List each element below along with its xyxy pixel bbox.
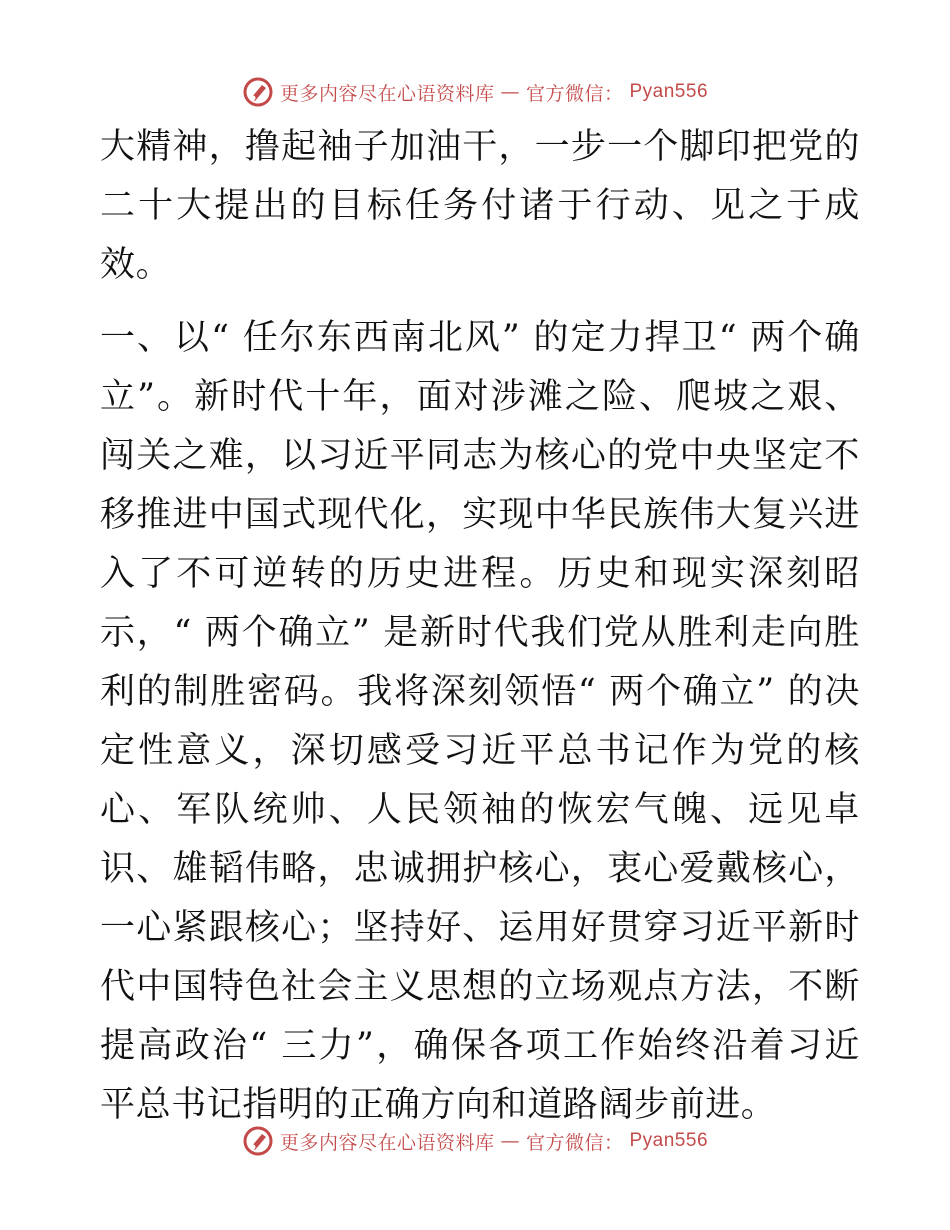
watermark-contact-value: Pyan556 xyxy=(629,81,709,102)
watermark-footer xyxy=(0,1121,950,1161)
paragraph-section-one: 一、以“ 任尔东西南北风” 的定力捍卫“ 两个确立”。新时代十年，面对涉滩之险、爬坡之艰、闯关之难，以习近平同志为核心的党中央坚定不移推进中国式现代化，实现中华民族伟大复兴进入了不可逆转的历史进程。历史和现实深刻昭示，“ 两个确立” 是新时代我们党从胜利走向胜利的制胜密码。我将深刻领悟“ 两个确立” 的决定性意义，深切感受习近平总书记作为党的核心、军队统帅、人民领袖的恢宏气魄、远见卓识、雄韬伟略，忠诚拥护核心，衷心爱戴核心，一心紧跟核心；坚持好、运用好贯穿习近平新时代中国特色社会主义思想的立场观点方法，不断提高政治“ 三力”，确保各项工作始终沿着习近平总书记指明的正确方向和道路阔步前进。 xyxy=(100,318,860,1125)
watermark-separator: — xyxy=(500,1130,520,1152)
watermark-contact-label: 官方微信： xyxy=(525,1131,624,1154)
watermark-header xyxy=(0,72,950,112)
paragraph-continuation: 大精神，撸起袖子加油干，一步一个脚印把党的二十大提出的目标任务付诸于行动、见之于成效。 xyxy=(100,127,860,285)
watermark-brand-text: 更多内容尽在心语资料库 xyxy=(279,1131,495,1154)
stamp-logo-icon xyxy=(242,76,274,108)
document-body xyxy=(100,118,860,1135)
stamp-logo-icon xyxy=(242,1125,274,1157)
watermark-contact-label: 官方微信： xyxy=(525,82,624,105)
watermark-contact-value: Pyan556 xyxy=(629,1130,709,1151)
watermark-brand-text: 更多内容尽在心语资料库 xyxy=(279,82,495,105)
watermark-separator: — xyxy=(500,81,520,103)
